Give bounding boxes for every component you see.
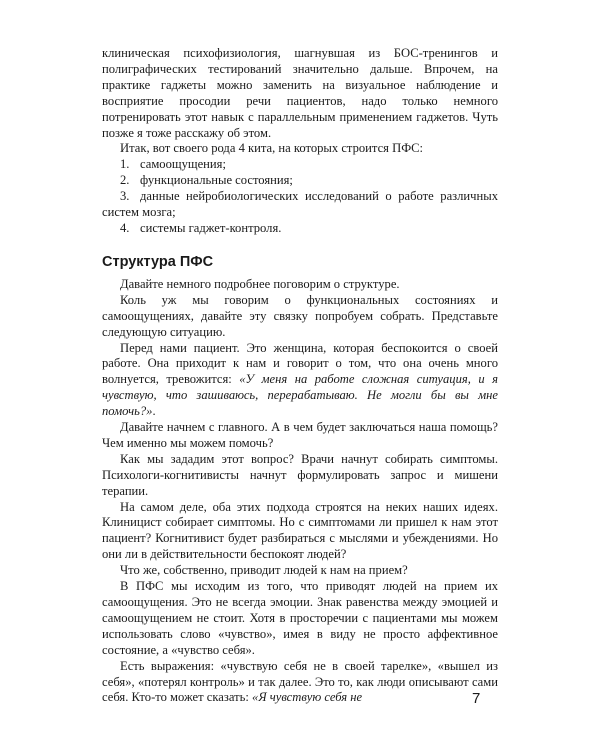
list-item [102, 157, 498, 173]
paragraph-text: . [152, 404, 156, 419]
paragraph-text: Перед нами пациент. Это женщина, которая беспокоится о своей работе. Она приходит к нам и говорит о том, что она очень много волнуется, тревожится: [102, 340, 498, 387]
section-paragraph-4: Давайте начнем с главного. А в чем будет заключаться наша помощь? Чем именно мы можем помочь? [102, 420, 498, 450]
list-item-text: системы гаджет-контроля. [140, 220, 282, 235]
page-body [102, 46, 498, 706]
list-item [102, 221, 498, 237]
list-item-number: 4. [120, 220, 130, 235]
intro-paragraph-1: клиническая психофизиология, шагнувшая из БОС-тренингов и полиграфических тестирований значительно дальше. Впрочем, на практике гаджеты можно заменить на визуальное наблюдение и восприятие просодии речи пациентов, надо только немного потренировать этот навык с параллельным применением гаджетов. Чуть позже я тоже расскажу об этом. [102, 46, 498, 140]
section-paragraph-5: Как мы зададим этот вопрос? Врачи начнут собирать симптомы. Психологи-когнитивисты начнут формулировать запрос и мишени терапии. [102, 451, 498, 498]
list-item-text: функциональные состояния; [140, 173, 293, 188]
section-paragraph-6: На самом деле, оба этих подхода строятся на неких наших идеях. Клиницист собирает симптомы. Но с симптомами ли пришел к нам этот пациент? Когнитивист будет разбираться с мыслями и убеждениями. Но они ли в действительности беспокоят людей? [102, 499, 498, 562]
list-item-number: 3. [120, 189, 130, 204]
section-paragraph-9 [102, 659, 498, 707]
list-item [102, 173, 498, 189]
list-item-text: самоощущения; [140, 157, 226, 172]
section-paragraph-8: В ПФС мы исходим из того, что приводят людей на прием их самоощущения. Это не всегда эмоции. Знак равенства между эмоцией и самоощущением не стоит. Хотя в просторечии с пациентами мы можем использовать слово «чувство», имея в виду не просто аффективное состояние, а «чувство себя». [102, 579, 498, 657]
list-item-number: 1. [120, 157, 130, 172]
section-paragraph-1: Давайте немного подробнее поговорим о структуре. [120, 276, 400, 291]
section-paragraph-3 [102, 341, 498, 421]
patient-quote: «У меня на работе сложная ситуация, и я чувствую, что зашиваюсь, перерабатываю. Не могли бы вы мне помочь?» [102, 372, 498, 419]
list-item-number: 2. [120, 173, 130, 188]
patient-quote: «Я чувствую себя не [252, 690, 363, 705]
intro-paragraph-2: Итак, вот своего рода 4 кита, на которых строится ПФС: [120, 141, 424, 156]
paragraph-text: Есть выражения: «чувствую себя не в своей тарелке», «вышел из себя», «потерял контроль» и так далее. Это то, как люди описывают сами себя. Кто-то может сказать: [102, 658, 498, 705]
list-item-text: данные нейробиологических исследований о работе различных систем мозга; [102, 189, 498, 220]
section-paragraph-2: Коль уж мы говорим о функциональных состояниях и самоощущениях, давайте эту связку попробуем собрать. Представьте следующую ситуацию. [102, 292, 498, 339]
whales-list [102, 157, 498, 237]
list-item [102, 189, 498, 221]
section-paragraph-7: Что же, собственно, приводит людей к нам на прием? [120, 563, 408, 578]
section-heading: Структура ПФС [102, 253, 214, 270]
page-number: 7 [472, 690, 481, 707]
